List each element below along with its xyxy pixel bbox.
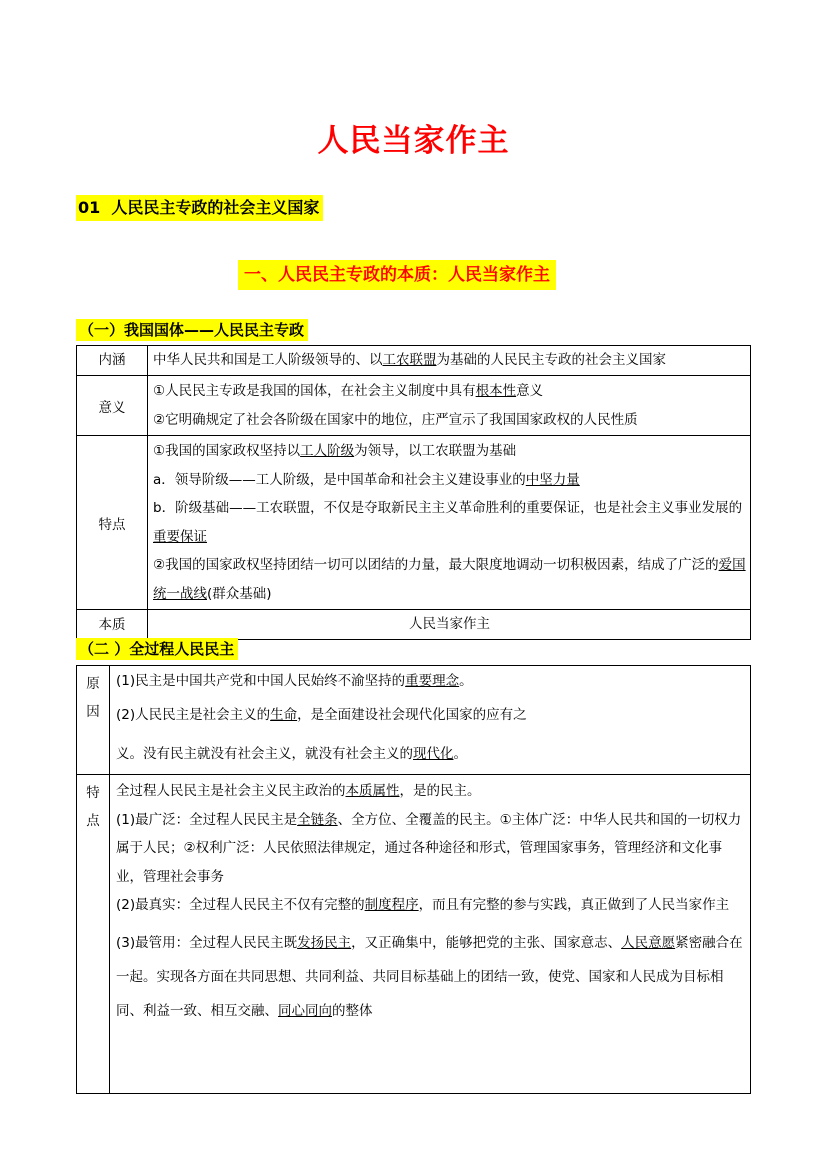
key-term: 人民意愿 bbox=[621, 934, 676, 951]
label-char: 因 bbox=[86, 704, 100, 720]
text: ，是的民主。 bbox=[399, 783, 481, 799]
section-title: 人民民主专政的社会主义国家 bbox=[111, 198, 320, 217]
table-row bbox=[77, 666, 751, 775]
section-number: 01 bbox=[78, 198, 101, 217]
key-term: 制度程序 bbox=[364, 897, 419, 913]
text: 为基础的人民民主专政的社会主义国家 bbox=[436, 352, 666, 368]
key-term: 爱国统一战线 bbox=[153, 557, 746, 602]
row-content-tedian bbox=[148, 436, 751, 610]
row-content-yiyi bbox=[148, 376, 751, 436]
text: 紧密融合在一起。实现各方面在共同思想、共同利益、共同目标基础上的团结一致，使党、国家和人民成为目标相同、利益一致、相互交融、 bbox=[116, 934, 743, 1019]
key-term: 现代化 bbox=[413, 746, 454, 762]
text: ①人民民主专政是我国的国体，在社会主义制度中具有 bbox=[153, 383, 476, 399]
text: ②我国的国家政权坚持团结一切可以团结的力量，最大限度地调动一切积极因素，结成了广泛的 bbox=[153, 557, 719, 573]
block-heading-quanguocheng: （二 ）全过程人民民主 bbox=[76, 638, 238, 660]
key-term: 同心同向 bbox=[278, 1002, 332, 1019]
quanguocheng-table bbox=[76, 665, 751, 1094]
text: b．阶级基础——工农联盟，不仅是夺取新民主主义革命胜利的重要保证，也是社会主义事业发展的 bbox=[153, 500, 743, 516]
text: (1)民主是中国共产党和中国人民始终不渝坚持的 bbox=[116, 673, 406, 689]
row-content-tedian-2 bbox=[110, 775, 751, 1094]
key-term: 中坚力量 bbox=[525, 471, 580, 488]
text: 。 bbox=[459, 673, 473, 689]
text-line bbox=[153, 494, 746, 551]
key-term: 根本性 bbox=[475, 383, 517, 399]
label-char: 点 bbox=[86, 813, 100, 829]
text: (1)最广泛：全过程人民民主是 bbox=[116, 811, 298, 828]
key-term: 工人阶级 bbox=[300, 443, 355, 459]
row-label-tedian: 特点 bbox=[77, 436, 148, 610]
text-line bbox=[116, 737, 744, 772]
text: 的整体 bbox=[332, 1002, 373, 1019]
key-term: 发扬民主 bbox=[297, 934, 352, 951]
text-line bbox=[116, 891, 744, 920]
key-term: 重要保证 bbox=[153, 528, 207, 545]
text: (2)人民民主是社会主义的 bbox=[116, 707, 271, 723]
table-row bbox=[77, 346, 751, 376]
subsection-heading: 一、人民民主专政的本质：人民当家作主 bbox=[238, 260, 556, 290]
table-row bbox=[77, 775, 751, 1094]
label-char: 特 bbox=[86, 785, 100, 801]
table-row bbox=[77, 610, 751, 640]
row-content-yuanyin bbox=[110, 666, 751, 775]
text-line bbox=[116, 668, 744, 694]
text: 、全方位、全覆盖的民主。①主体广泛：中华人民共和国的一切权力属于人民；②权利广泛：人民依照法律规定，通过各种途径和形式，管理国家事务，管理经济和文化事业，管理社会事务 bbox=[116, 811, 742, 885]
text-line: ②它明确规定了社会各阶级在国家中的地位，庄严宣示了我国国家政权的人民性质 bbox=[153, 411, 638, 428]
text-line bbox=[153, 377, 746, 406]
text-line bbox=[116, 806, 744, 892]
text-line bbox=[153, 551, 746, 608]
text: 意义 bbox=[516, 383, 544, 399]
guoti-table bbox=[76, 345, 751, 640]
label-char: 原 bbox=[86, 676, 100, 692]
text: 中华人民共和国是工人阶级领导的、以 bbox=[153, 352, 383, 368]
row-label-tedian-2 bbox=[77, 775, 110, 1094]
section-heading bbox=[76, 195, 323, 221]
text: ，而且有完整的参与实践，真正做到了人民当家作主 bbox=[418, 897, 730, 913]
text: 全过程人民民主是社会主义民主政治的 bbox=[116, 783, 346, 799]
row-label-benzhi: 本质 bbox=[77, 610, 148, 640]
text-line bbox=[153, 466, 746, 495]
key-term: 生命 bbox=[270, 707, 298, 723]
table-row bbox=[77, 376, 751, 436]
key-term: 本质属性 bbox=[345, 783, 400, 799]
row-label-yuanyin bbox=[77, 666, 110, 775]
document-title: 人民当家作主 bbox=[317, 123, 510, 159]
text-line bbox=[116, 777, 744, 806]
text: 为领导，以工农联盟为基础 bbox=[354, 443, 517, 459]
text-line bbox=[153, 437, 746, 466]
row-label-yiyi: 意义 bbox=[77, 376, 148, 436]
text-line bbox=[116, 698, 744, 733]
text: ，又正确集中，能够把党的主张、国家意志、 bbox=[351, 934, 622, 951]
text: (3)最管用：全过程人民民主既 bbox=[116, 934, 298, 951]
key-term: 工农联盟 bbox=[382, 352, 437, 368]
text: 义。没有民主就没有社会主义，就没有社会主义的 bbox=[116, 746, 413, 762]
key-term: 全链条 bbox=[297, 811, 338, 828]
block-heading-guoti: （一）我国国体——人民民主专政 bbox=[76, 319, 308, 341]
text: (群众基础) bbox=[207, 585, 272, 602]
text-line bbox=[116, 926, 744, 1028]
text: 。 bbox=[453, 746, 467, 762]
row-label-neihan: 内涵 bbox=[77, 346, 148, 376]
table-row bbox=[77, 436, 751, 610]
row-content-neihan bbox=[148, 346, 751, 376]
text: (2)最真实：全过程人民民主不仅有完整的 bbox=[116, 897, 365, 913]
row-content-benzhi: 人民当家作主 bbox=[148, 610, 751, 640]
text: ，是全面建设社会现代化国家的应有之 bbox=[297, 707, 527, 723]
key-term: 重要理念 bbox=[405, 673, 460, 689]
text: a．领导阶级——工人阶级，是中国革命和社会主义建设事业的 bbox=[153, 471, 526, 488]
text: ①我国的国家政权坚持以 bbox=[153, 443, 301, 459]
